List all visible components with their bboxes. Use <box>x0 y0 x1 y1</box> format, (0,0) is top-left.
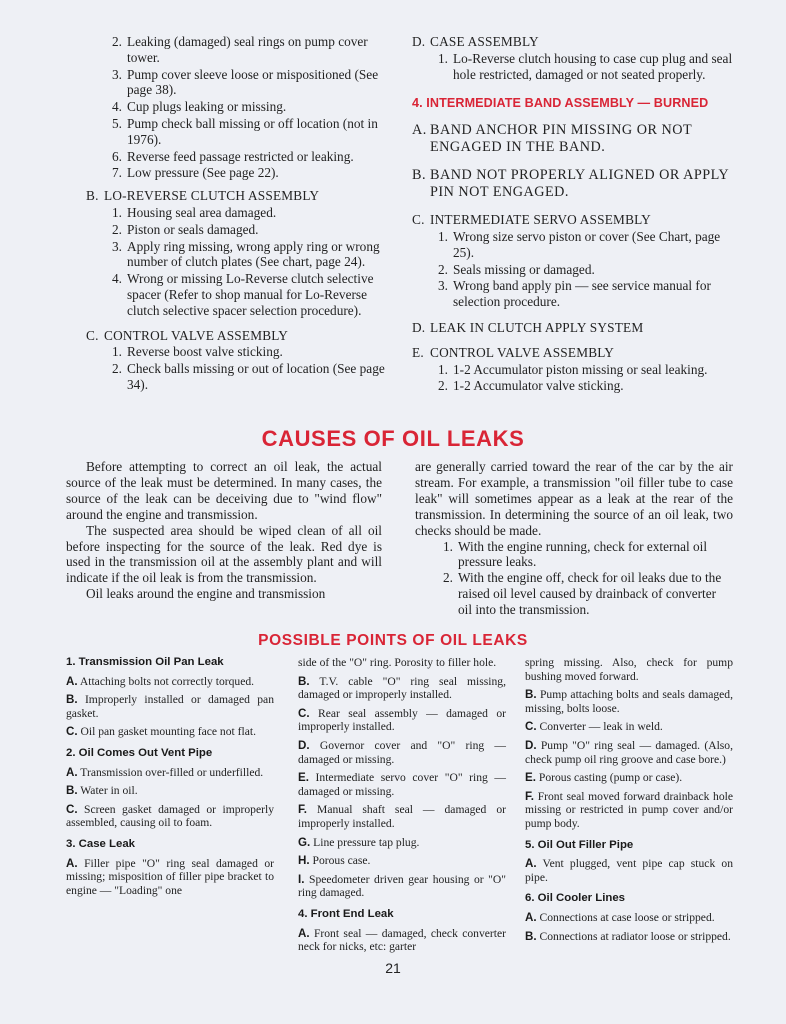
item-letter: C. <box>525 720 537 734</box>
item-text: 1-2 Accumulator piston missing or seal leaking. <box>453 361 708 377</box>
item-letter: C. <box>298 706 310 720</box>
band-d-heading <box>412 320 734 336</box>
item-letter: F. <box>525 789 535 803</box>
section-letter: A. <box>412 122 427 139</box>
item-number: 1. <box>438 50 448 66</box>
list-item <box>298 707 506 734</box>
item-letter: E. <box>525 771 536 785</box>
list-item <box>298 675 506 702</box>
list-item <box>86 271 386 318</box>
item-text: Wrong band apply pin — see service manual for selection procedure. <box>453 278 711 310</box>
category-heading: 6. Oil Cooler Lines <box>525 892 626 905</box>
item-text: Oil pan gasket mounting face not flat. <box>80 725 256 739</box>
item-letter: A. <box>525 910 537 924</box>
list-item <box>86 344 386 360</box>
list-item <box>86 149 386 165</box>
list-item <box>86 67 386 99</box>
item-text: Seals missing or damaged. <box>453 261 595 277</box>
item-letter: D. <box>525 738 537 752</box>
category-heading: 3. Case Leak <box>66 837 136 850</box>
points-column-1 <box>66 656 274 902</box>
item-text: Front seal — damaged, check converter neck for nicks, etc: garter <box>298 926 506 954</box>
section-title: CONTROL VALVE ASSEMBLY <box>430 344 615 360</box>
item-text: Filler pipe "O" ring seal damaged or missing; misposition of filler pipe bracket to engine — "Loading" one <box>66 856 274 897</box>
item-number: 1. <box>112 204 122 220</box>
item-text: Front seal moved forward drainback hole missing or restricted in pump cover and/or pump body. <box>525 789 733 830</box>
item-letter: A. <box>298 926 310 940</box>
item-text: Leaking (damaged) seal rings on pump cover tower. <box>127 34 368 65</box>
section-title: CASE ASSEMBLY <box>430 34 539 49</box>
causes-heading: CAUSES OF OIL LEAKS <box>261 426 525 451</box>
list-item <box>415 570 733 618</box>
item-number: 6. <box>112 148 122 164</box>
checks-list <box>415 539 733 619</box>
causes-paragraph: The suspected area should be wiped clean of all oil before inspecting for the source of the leak. Red dye is used in the transmission oil at the assembly plant and will indicate if the oil leak is from the transmission. <box>66 522 382 586</box>
list-item <box>86 361 386 393</box>
item-text: Manual shaft seal — damaged or improperly installed. <box>298 803 506 830</box>
item-letter: A. <box>66 856 78 870</box>
item-text: Screen gasket damaged or improperly assembled, causing oil to foam. <box>66 802 274 830</box>
list-item <box>525 857 733 884</box>
list-item <box>412 278 734 310</box>
causes-paragraph: Oil leaks around the engine and transmission <box>86 586 326 602</box>
item-text: Pump check ball missing or off location (not in 1976). <box>127 115 378 147</box>
item-text: Pump "O" ring seal — damaged. (Also, check pump oil ring groove and case bore.) <box>525 738 733 766</box>
list-item <box>66 857 274 898</box>
list-item <box>66 766 274 780</box>
section-letter: C. <box>412 212 425 228</box>
page-number: 21 <box>385 960 401 976</box>
item-number: 3. <box>112 66 122 82</box>
item-number: 2. <box>112 34 122 49</box>
item-number: 7. <box>112 165 122 181</box>
list-item <box>525 911 733 925</box>
item-letter: B. <box>66 784 78 798</box>
section-b-heading <box>86 188 386 204</box>
band-c-heading <box>412 212 734 228</box>
band-b-heading <box>412 167 734 200</box>
item-number: 4. <box>112 99 122 115</box>
item-number: 2. <box>438 378 448 394</box>
item-text: T.V. cable "O" ring seal missing, damaged or improperly installed. <box>298 674 506 702</box>
item-number: 2. <box>112 221 122 237</box>
list-item <box>66 693 274 720</box>
list-item <box>525 739 733 766</box>
section-c-list <box>86 344 386 392</box>
item-text: Low pressure (See page 22). <box>127 165 279 181</box>
item-text: Speedometer driven gear housing or "O" ring damaged. <box>298 872 506 900</box>
item-letter: D. <box>298 738 310 752</box>
band-e-list <box>412 362 734 395</box>
item-letter: I. <box>298 872 305 886</box>
section-d-list <box>412 51 734 83</box>
causes-paragraph: Before attempting to correct an oil leak, the actual source of the leak must be determined. In many cases, the source of the leak can be deceiving due to "wind flow" around the engine and transmission. <box>66 459 382 522</box>
category-heading: 2. Oil Comes Out Vent Pipe <box>66 746 213 759</box>
top-left-column <box>86 34 386 394</box>
item-text: Connections at radiator loose or stripped. <box>539 929 731 943</box>
item-text: Water in oil. <box>80 784 138 798</box>
continued-text: spring missing. Also, check for pump bushing moved forward. <box>525 656 733 683</box>
item-letter: B. <box>298 674 310 688</box>
item-text: 1-2 Accumulator valve sticking. <box>453 378 624 394</box>
item-number: 5. <box>112 115 122 131</box>
item-text: Housing seal area damaged. <box>127 204 277 220</box>
list-item <box>66 675 274 689</box>
category-heading: 4. Front End Leak <box>298 907 394 920</box>
item-text: Rear seal assembly — damaged or improperly installed. <box>298 706 506 734</box>
item-number: 1. <box>438 228 448 244</box>
item-number: 1. <box>438 361 448 377</box>
item-letter: B. <box>525 929 537 943</box>
item-letter: G. <box>298 835 311 849</box>
item-letter: C. <box>66 725 78 739</box>
list-item <box>412 229 734 261</box>
band-c-list <box>412 229 734 310</box>
item-letter: B. <box>525 688 537 702</box>
item-letter: A. <box>525 857 537 871</box>
band-a-heading <box>412 122 734 155</box>
causes-left-column <box>66 459 382 602</box>
item-text: Reverse feed passage restricted or leaking. <box>127 148 354 164</box>
item-text: Intermediate servo cover "O" ring — damaged or missing. <box>298 771 506 798</box>
item-letter: H. <box>298 854 310 868</box>
item-number: 1. <box>112 344 122 360</box>
list-item <box>415 539 733 571</box>
item-text: Transmission over-filled or underfilled. <box>80 765 264 779</box>
points-column-3 <box>525 656 733 948</box>
continued-text: side of the "O" ring. Porosity to filler hole. <box>298 656 497 669</box>
item-text: Pump cover sleeve loose or mispositioned (See page 38). <box>127 66 379 98</box>
list-item <box>525 720 733 734</box>
section-letter: C. <box>86 327 99 343</box>
item-text: Converter — leak in weld. <box>539 720 663 734</box>
list-item <box>298 854 506 868</box>
item-text: Cup plugs leaking or missing. <box>127 99 287 115</box>
section-d-heading <box>412 34 734 50</box>
section-letter: D. <box>412 319 426 335</box>
list-item <box>86 239 386 271</box>
section-title: INTERMEDIATE SERVO ASSEMBLY <box>430 212 651 228</box>
item-text: Pump attaching bolts and seals damaged, missing, bolts loose. <box>525 688 733 715</box>
item-number: 1. <box>443 538 453 554</box>
item-text: Check balls missing or out of location (See page 34). <box>127 361 385 392</box>
list-item <box>298 739 506 766</box>
item-text: Porous case. <box>312 854 371 868</box>
list-item <box>86 99 386 115</box>
item-letter: C. <box>66 802 78 816</box>
item-text: With the engine off, check for oil leaks due to the raised oil level caused by drainback of converter oil into the transmission. <box>458 570 722 618</box>
list-item <box>86 34 386 66</box>
section-letter: B. <box>86 188 99 204</box>
category-heading: 1. Transmission Oil Pan Leak <box>66 656 224 668</box>
item-text: With the engine running, check for external oil pressure leaks. <box>458 538 708 570</box>
item-text: Vent plugged, vent pipe cap stuck on pipe. <box>525 857 733 884</box>
item-number: 2. <box>438 261 448 277</box>
list-item <box>66 784 274 798</box>
item-text: Wrong size servo piston or cover (See Chart, page 25). <box>453 228 721 260</box>
list-item <box>525 771 733 785</box>
list-item <box>298 927 506 954</box>
item-text: Reverse boost valve sticking. <box>127 344 283 360</box>
list-item <box>66 725 274 739</box>
item-text: Wrong or missing Lo-Reverse clutch selective spacer (Refer to shop manual for Lo-Reverse clutch selective spacer selection procedure). <box>127 271 374 318</box>
section-letter: E. <box>412 344 424 360</box>
item-letter: A. <box>66 765 78 779</box>
section-letter: D. <box>412 34 426 49</box>
section-a-continued-list <box>86 34 386 181</box>
causes-paragraph: are generally carried toward the rear of the car by the air stream. For example, a transmission "oil filler tube to case leak" will sometimes appear as a leak at the rear of the transmission. In determining the source of an oil leak, two checks should be made. <box>415 459 733 538</box>
item-text: Piston or seals damaged. <box>127 221 259 237</box>
item-text: Lo-Reverse clutch housing to case cup plug and seal hole restricted, damaged or not seated properly. <box>453 50 733 82</box>
list-item <box>298 873 506 900</box>
list-item <box>86 222 386 238</box>
item-text: Line pressure tap plug. <box>313 835 420 849</box>
list-item <box>525 790 733 831</box>
list-item <box>412 378 734 394</box>
list-item <box>298 803 506 830</box>
section-letter: B. <box>412 167 427 184</box>
list-item <box>412 362 734 378</box>
item-number: 2. <box>112 361 122 377</box>
list-item <box>412 51 734 83</box>
list-item <box>412 262 734 278</box>
item-text: Improperly installed or damaged pan gasket. <box>66 693 274 720</box>
section-title: BAND ANCHOR PIN MISSING OR NOT ENGAGED IN THE BAND. <box>430 122 692 155</box>
band-e-heading <box>412 345 734 361</box>
item-text: Porous casting (pump or case). <box>538 771 683 785</box>
list-item <box>298 836 506 850</box>
item-number: 3. <box>438 278 448 294</box>
band-assembly-subheading: 4. INTERMEDIATE BAND ASSEMBLY — BURNED <box>412 96 709 111</box>
list-item <box>66 803 274 830</box>
item-text: Governor cover and "O" ring — damaged or missing. <box>298 738 506 766</box>
section-title: BAND NOT PROPERLY ALIGNED OR APPLY PIN NOT ENGAGED. <box>430 167 729 200</box>
section-c-heading <box>86 328 386 344</box>
item-letter: E. <box>298 771 309 785</box>
section-title: CONTROL VALVE ASSEMBLY <box>104 327 289 343</box>
item-letter: B. <box>66 693 78 707</box>
list-item <box>86 165 386 181</box>
list-item <box>525 930 733 944</box>
list-item <box>86 205 386 221</box>
top-right-column <box>412 34 734 395</box>
item-text: Connections at case loose or stripped. <box>539 910 715 924</box>
list-item <box>86 116 386 148</box>
section-title: LO-REVERSE CLUTCH ASSEMBLY <box>104 188 320 204</box>
points-column-2 <box>298 656 506 959</box>
item-number: 4. <box>112 271 122 287</box>
item-number: 3. <box>112 238 122 254</box>
item-letter: A. <box>66 674 78 688</box>
category-heading: 5. Oil Out Filler Pipe <box>525 838 634 851</box>
list-item <box>525 688 733 715</box>
item-letter: F. <box>298 803 308 817</box>
section-b-list <box>86 205 386 319</box>
causes-right-column <box>415 459 733 618</box>
section-title: LEAK IN CLUTCH APPLY SYSTEM <box>430 319 644 335</box>
item-text: Attaching bolts not correctly torqued. <box>79 674 255 688</box>
list-item <box>298 771 506 798</box>
item-number: 2. <box>443 570 453 586</box>
points-heading: POSSIBLE POINTS OF OIL LEAKS <box>258 632 528 649</box>
item-text: Apply ring missing, wrong apply ring or wrong number of clutch plates (See chart, page 24). <box>127 238 380 270</box>
